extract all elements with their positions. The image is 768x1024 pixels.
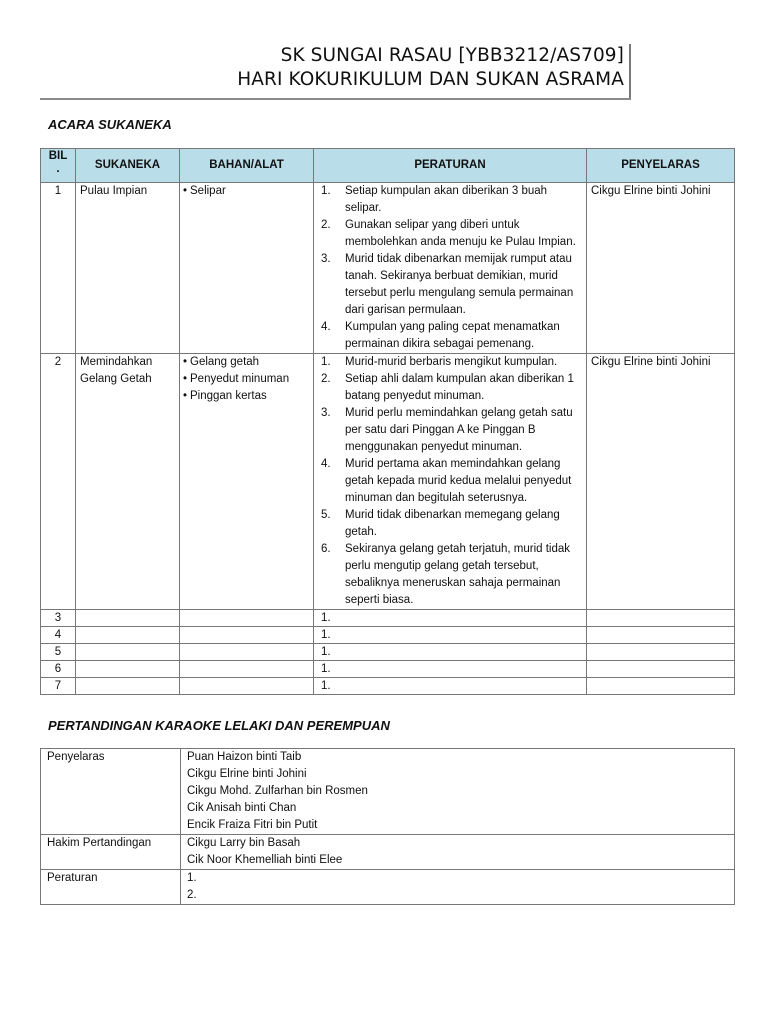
tool-item: • Penyedut minuman xyxy=(184,371,309,388)
cell-bil: 4 xyxy=(41,627,76,644)
rules-list xyxy=(318,354,582,609)
tools-list xyxy=(184,354,309,405)
cell-sukaneka xyxy=(76,661,180,678)
rule-number: 6. xyxy=(321,543,331,555)
value-line: Cik Anisah binti Chan xyxy=(187,802,297,814)
cell-bahan xyxy=(180,678,314,695)
table-row xyxy=(41,661,735,678)
rule-item xyxy=(318,405,582,456)
rule-text: Kumpulan yang paling cepat menamatkan permainan dikira sebagai pemenang. xyxy=(345,321,560,350)
document-header xyxy=(40,44,624,92)
cell-peraturan xyxy=(314,183,587,354)
cell-label: Hakim Pertandingan xyxy=(41,835,181,870)
rule-number: 1. xyxy=(321,185,331,197)
tool-item: • Selipar xyxy=(184,183,309,200)
rule-item xyxy=(318,541,582,609)
rule-text: Setiap ahli dalam kumpulan akan diberikan 1 batang penyedut minuman. xyxy=(345,373,574,402)
cell-penyelaras xyxy=(587,644,735,661)
value-line: Puan Haizon binti Taib xyxy=(187,751,302,763)
rule-text: Setiap kumpulan akan diberikan 3 buah selipar. xyxy=(345,185,548,214)
cell-bahan xyxy=(180,610,314,627)
table-row xyxy=(41,183,735,354)
cell-values xyxy=(181,835,735,870)
rule-item xyxy=(318,217,582,251)
rule-number: 3. xyxy=(321,253,331,265)
event-name: HARI KOKURIKULUM DAN SUKAN ASRAMA xyxy=(237,69,624,90)
cell-sukaneka: Pulau Impian xyxy=(76,183,180,354)
cell-peraturan: 1. xyxy=(314,610,587,627)
rule-text: Murid tidak dibenarkan memegang gelang getah. xyxy=(345,509,560,538)
cell-bahan xyxy=(180,354,314,610)
cell-bahan xyxy=(180,627,314,644)
cell-penyelaras xyxy=(587,610,735,627)
table-row xyxy=(41,835,735,870)
rule-number: 4. xyxy=(321,458,331,470)
cell-label: Peraturan xyxy=(41,870,181,905)
value-line: Cikgu Elrine binti Johini xyxy=(187,768,307,780)
rule-text: Murid tidak dibenarkan memijak rumput atau tanah. Sekiranya berbuat demikian, murid tersebut perlu mengulang semula permainan dari garisan permulaan. xyxy=(345,253,574,316)
table-row xyxy=(41,354,735,610)
value-line: Encik Fraiza Fitri bin Putit xyxy=(187,819,318,831)
cell-penyelaras: Cikgu Elrine binti Johini xyxy=(587,183,735,354)
rule-item xyxy=(318,507,582,541)
cell-bahan xyxy=(180,183,314,354)
section-title-sukaneka: ACARA SUKANEKA xyxy=(48,117,172,132)
sukaneka-table xyxy=(40,148,735,695)
rule-item xyxy=(318,251,582,319)
rule-item xyxy=(318,183,582,217)
cell-bil: 2 xyxy=(41,354,76,610)
cell-bahan xyxy=(180,661,314,678)
tool-item: • Pinggan kertas xyxy=(184,388,309,405)
rule-item xyxy=(318,371,582,405)
cell-peraturan: 1. xyxy=(314,644,587,661)
col-header-sukaneka: SUKANEKA xyxy=(76,149,180,183)
col-header-penyelaras: PENYELARAS xyxy=(587,149,735,183)
table-row xyxy=(41,749,735,835)
cell-bil: 3 xyxy=(41,610,76,627)
value-line: 2. xyxy=(187,889,197,901)
table-row xyxy=(41,627,735,644)
rule-number: 3. xyxy=(321,407,331,419)
cell-sukaneka: Memindahkan Gelang Getah xyxy=(76,354,180,610)
col-header-bil: BIL . xyxy=(41,149,76,183)
table-header-row xyxy=(41,149,735,183)
cell-values xyxy=(181,749,735,835)
cell-bil: 1 xyxy=(41,183,76,354)
rule-number: 1. xyxy=(321,356,331,368)
rules-list xyxy=(318,183,582,353)
cell-sukaneka xyxy=(76,610,180,627)
rule-number: 2. xyxy=(321,373,331,385)
table-row xyxy=(41,678,735,695)
tools-list xyxy=(184,183,309,200)
cell-bil: 7 xyxy=(41,678,76,695)
rule-text: Gunakan selipar yang diberi untuk membolehkan anda menuju ke Pulau Impian. xyxy=(345,219,576,248)
table-row xyxy=(41,610,735,627)
value-line: Cik Noor Khemelliah binti Elee xyxy=(187,854,343,866)
rule-text: Murid perlu memindahkan gelang getah satu per satu dari Pinggan A ke Pinggan B menggunakan penyedut minuman. xyxy=(345,407,573,453)
school-name: SK SUNGAI RASAU [YBB3212/AS709] xyxy=(280,45,624,66)
section-title-karaoke: PERTANDINGAN KARAOKE LELAKI DAN PEREMPUAN xyxy=(48,718,390,733)
rule-item xyxy=(318,456,582,507)
cell-peraturan xyxy=(314,354,587,610)
cell-sukaneka xyxy=(76,644,180,661)
rule-number: 5. xyxy=(321,509,331,521)
cell-bahan xyxy=(180,644,314,661)
rule-text: Murid pertama akan memindahkan gelang getah kepada murid kedua melalui penyedut minuman dan begitulah seterusnya. xyxy=(345,458,572,504)
rule-text: Sekiranya gelang getah terjatuh, murid tidak perlu mengutip gelang getah tersebut, sebaliknya meneruskan sahaja permainan seperti biasa. xyxy=(345,543,571,606)
cell-sukaneka xyxy=(76,678,180,695)
cell-penyelaras xyxy=(587,678,735,695)
cell-label: Penyelaras xyxy=(41,749,181,835)
cell-peraturan: 1. xyxy=(314,627,587,644)
cell-peraturan: 1. xyxy=(314,678,587,695)
karaoke-table xyxy=(40,748,735,905)
header-vertical-rule xyxy=(629,44,631,98)
value-line: Cikgu Larry bin Basah xyxy=(187,837,301,849)
col-header-peraturan: PERATURAN xyxy=(314,149,587,183)
cell-bil: 6 xyxy=(41,661,76,678)
header-horizontal-rule xyxy=(40,98,631,100)
value-line: 1. xyxy=(187,872,197,884)
cell-peraturan: 1. xyxy=(314,661,587,678)
tool-item: • Gelang getah xyxy=(184,354,309,371)
rule-item xyxy=(318,319,582,353)
rule-number: 4. xyxy=(321,321,331,333)
cell-sukaneka xyxy=(76,627,180,644)
cell-penyelaras xyxy=(587,661,735,678)
rule-item xyxy=(318,354,582,371)
value-line: Cikgu Mohd. Zulfarhan bin Rosmen xyxy=(187,785,368,797)
table-row xyxy=(41,870,735,905)
cell-values xyxy=(181,870,735,905)
col-header-bahan: BAHAN/ALAT xyxy=(180,149,314,183)
rule-text: Murid-murid berbaris mengikut kumpulan. xyxy=(345,356,558,368)
cell-bil: 5 xyxy=(41,644,76,661)
rule-number: 2. xyxy=(321,219,331,231)
cell-penyelaras: Cikgu Elrine binti Johini xyxy=(587,354,735,610)
table-row xyxy=(41,644,735,661)
cell-penyelaras xyxy=(587,627,735,644)
